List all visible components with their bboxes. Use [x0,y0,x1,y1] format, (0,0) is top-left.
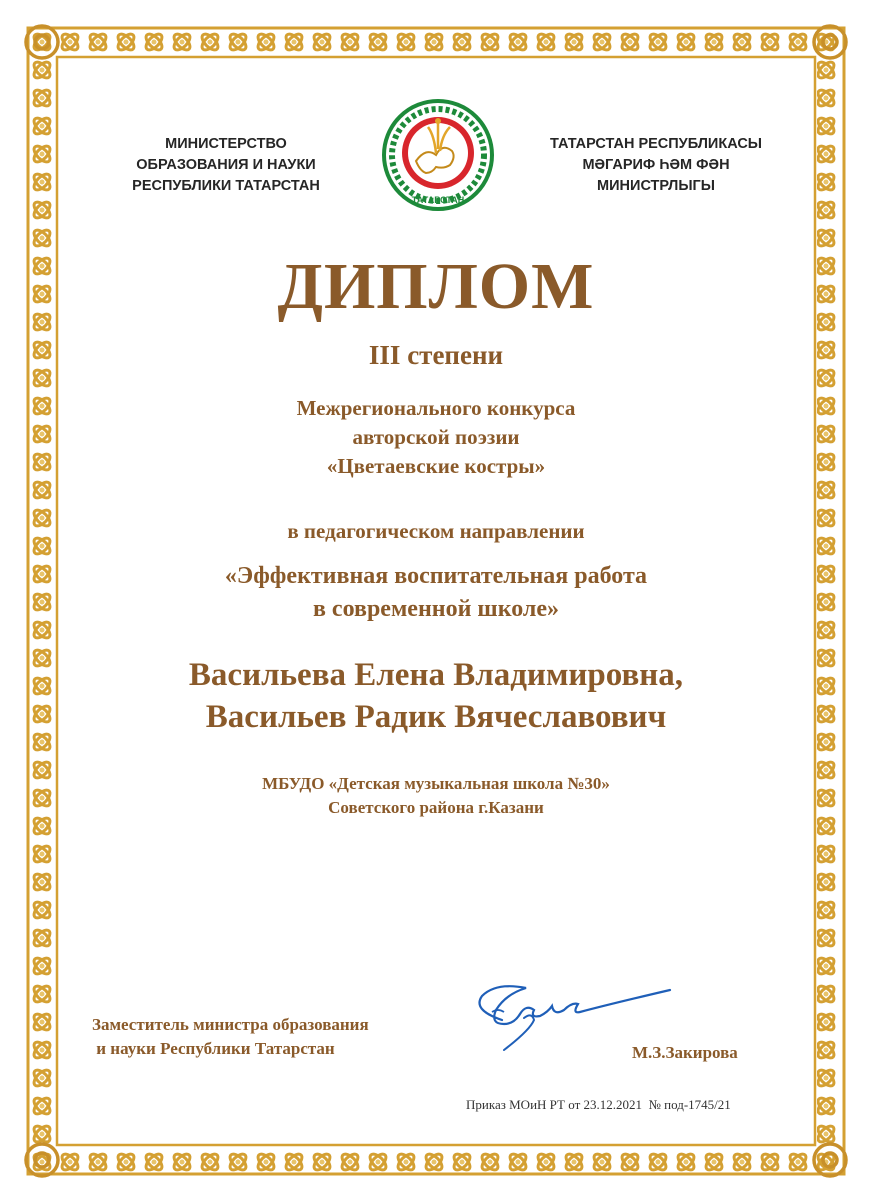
emblem-text: ТАТАРСТАН [411,195,465,205]
project-title [60,560,812,626]
signatory-name: М.З.Закирова [632,1043,738,1062]
signatory-position [92,1013,369,1061]
header-line: РЕСПУБЛИКИ ТАТАРСТАН [132,178,320,194]
contest-line: «Цветаевские костры» [326,454,546,478]
header-line: ТАТАРСТАН РЕСПУБЛИКАСЫ [550,136,762,152]
contest-line: авторской поэзии [352,425,520,449]
header-line: МИНИСТРЛЫГЫ [597,178,715,194]
tatarstan-coat-of-arms-icon [382,99,494,211]
ministry-header-tatar [526,134,786,197]
position-line: и науки Республики Татарстан [92,1039,335,1058]
project-line: в современной школе» [312,596,560,622]
contest-line: Межрегионального конкурса [296,396,576,420]
header-line: МӘГАРИФ ҺӘМ ФӘН [582,157,730,173]
school-name [60,772,812,820]
position-line: Заместитель министра образования [92,1015,369,1034]
ministry-header-russian [96,134,356,197]
order-reference: Приказ МОиН РТ от 23.12.2021 № под-1745/21 [466,1097,731,1112]
recipient-name: Васильев Радик Вячеславович [205,699,667,735]
contest-name [60,394,812,481]
header-line: МИНИСТЕРСТВО [165,136,287,152]
school-line: МБУДО «Детская музыкальная школа №30» [262,774,610,793]
school-line: Советского района г.Казани [328,798,544,817]
project-line: «Эффективная воспитательная работа [224,563,648,589]
direction-label: в педагогическом направлении [287,519,585,543]
header-line: ОБРАЗОВАНИЯ И НАУКИ [136,157,316,173]
recipient-name: Васильева Елена Владимировна, [188,657,684,693]
degree-label: III степени [368,340,504,370]
recipient-names [60,654,812,738]
diploma-title: ДИПЛОМ [277,250,595,323]
